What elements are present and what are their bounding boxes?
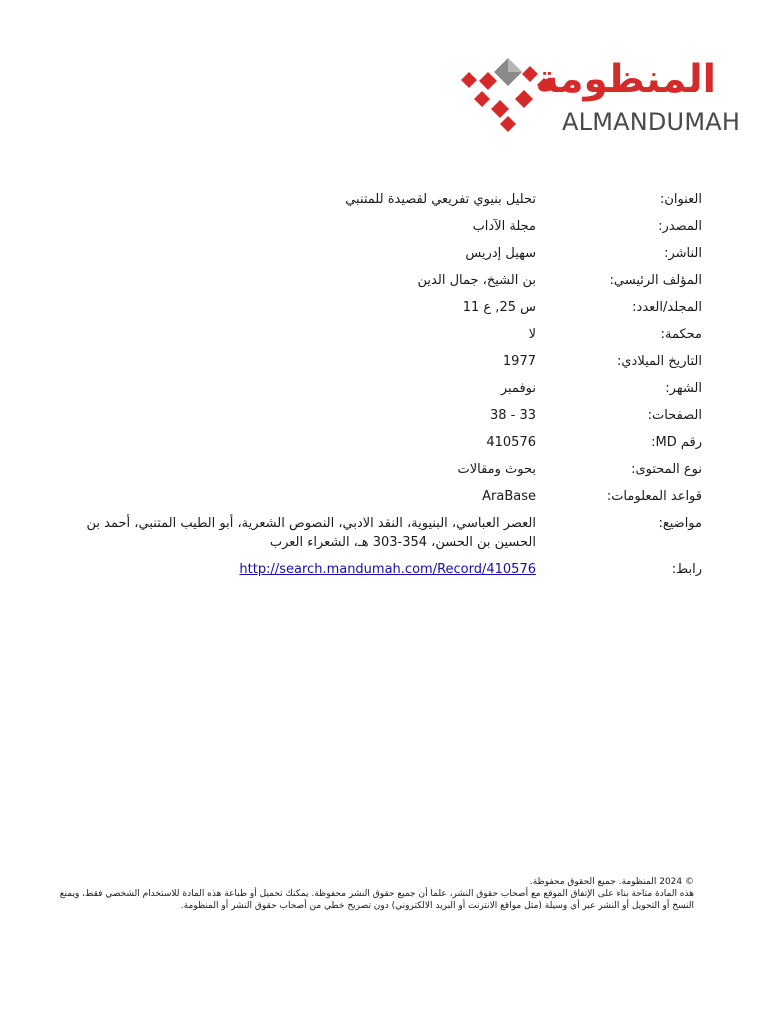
field-value: س 25, ع 11 [462, 300, 536, 315]
record-row-subjects [60, 514, 702, 552]
field-label: مواضيع: [658, 516, 702, 531]
field-value [60, 560, 536, 579]
record-row-year [60, 352, 702, 371]
field-label: رابط: [671, 562, 702, 577]
field-label: رقم MD: [651, 435, 702, 450]
field-label: العنوان: [659, 192, 702, 207]
field-value: 33 - 38 [489, 408, 536, 423]
record-row-author [60, 271, 702, 290]
field-label: المؤلف الرئيسي: [609, 273, 702, 288]
record-row-peer-reviewed [60, 325, 702, 344]
record-row-md-number [60, 433, 702, 452]
record-row-publisher [60, 244, 702, 263]
field-value: AraBase [482, 489, 536, 504]
field-value: مجلة الآداب [472, 219, 536, 234]
record-link[interactable]: http://search.mandumah.com/Record/410576 [239, 562, 536, 577]
copyright-line: © 2024 المنظومة. جميع الحقوق محفوظة. [529, 877, 694, 887]
field-value: بن الشيخ، جمال الدين [417, 273, 536, 288]
record-row-volume-issue [60, 298, 702, 317]
field-value: لا [528, 327, 536, 342]
field-label: نوع المحتوى: [631, 462, 702, 477]
record-row-databases [60, 487, 702, 506]
field-value: بحوث ومقالات [457, 462, 536, 477]
field-label: الناشر: [664, 246, 702, 261]
record-row-pages [60, 406, 702, 425]
record-row-link [60, 560, 702, 579]
logo-arabic-wordmark: المنظومة [535, 57, 716, 102]
field-label: المجلد/العدد: [632, 300, 702, 315]
field-label: قواعد المعلومات: [606, 489, 702, 504]
copyright-footer [54, 876, 694, 912]
field-label: الصفحات: [647, 408, 702, 423]
field-label: الشهر: [665, 381, 702, 396]
record-row-content-type [60, 460, 702, 479]
field-label: المصدر: [658, 219, 702, 234]
field-label: التاريخ الميلادي: [617, 354, 702, 369]
field-value: العصر العباسي، البنيوية، النقد الادبي، النصوص الشعرية، أبو الطيب المتنبي، أحمد بن الحسين بن الحسن، 354-303 هـ، الشعراء العرب [86, 516, 536, 550]
field-value: 1977 [502, 354, 536, 369]
record-metadata [60, 190, 702, 587]
logo-latin-wordmark: ALMANDUMAH [562, 108, 741, 136]
usage-notice: هذه المادة متاحة بناء على الإتفاق الموقع مع أصحاب حقوق النشر، علما أن جميع حقوق النشر محفوظة. يمكنك تحميل أو طباعة هذه المادة للاستخدام الشخصي فقط، ويمنع النسخ أو التحويل أو النشر عبر أي وسيلة (مثل مواقع الانترنت أو البريد الالكتروني) دون تصريح خطي من أصحاب حقوق النشر أو المنظومة. [59, 889, 694, 911]
record-row-month [60, 379, 702, 398]
field-label: محكمة: [660, 327, 702, 342]
almandumah-logo [458, 52, 741, 138]
field-value: تحليل بنيوي تفريعي لقصيدة للمتنبي [345, 192, 536, 207]
field-value: نوفمبر [500, 381, 536, 396]
field-value: 410576 [486, 435, 536, 450]
record-row-source [60, 217, 702, 236]
field-value: سهيل إدريس [465, 246, 536, 261]
record-row-title [60, 190, 702, 209]
